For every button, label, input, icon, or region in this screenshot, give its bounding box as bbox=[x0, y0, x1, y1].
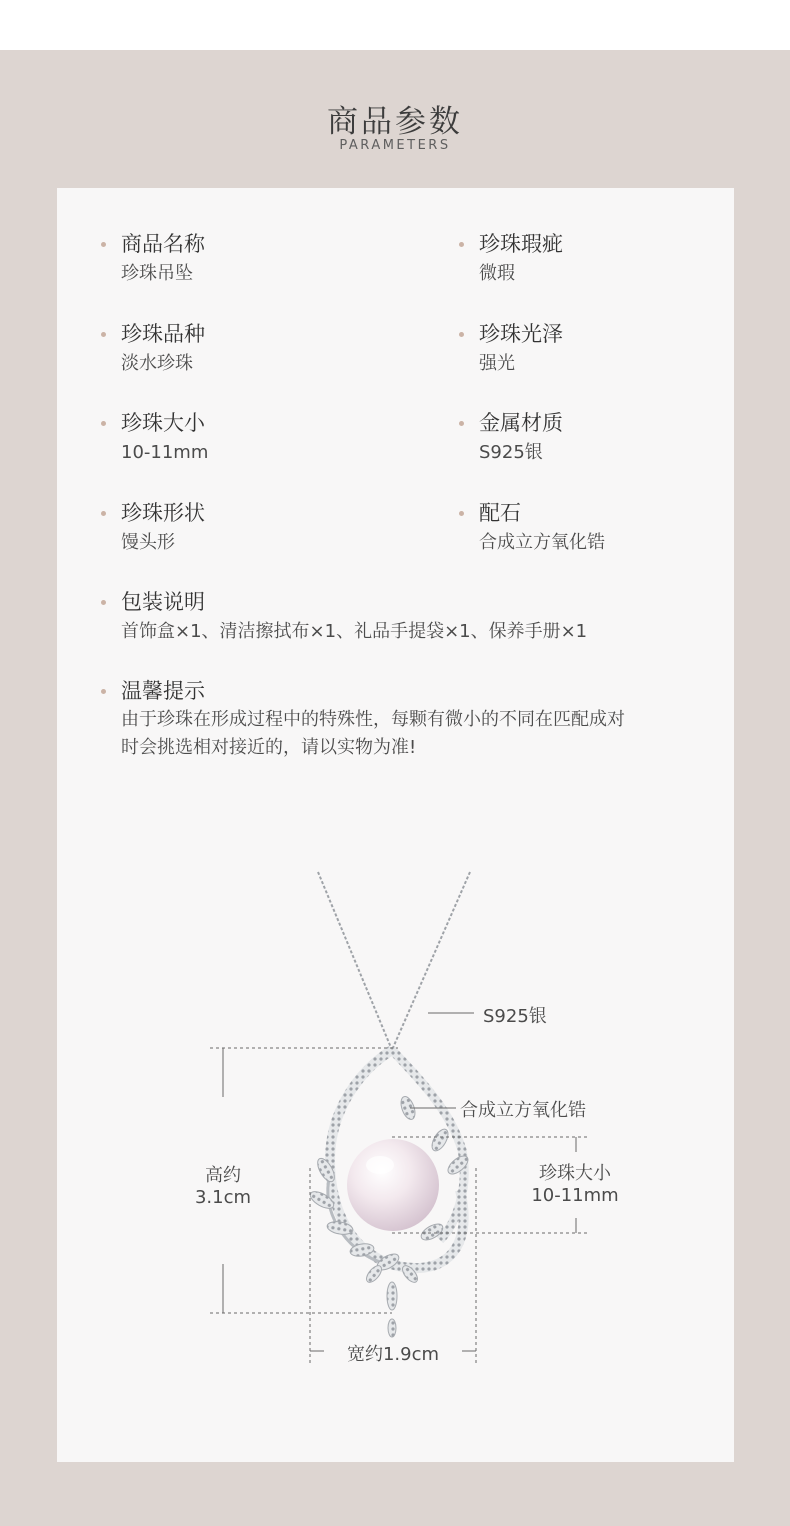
bullet-dot bbox=[459, 511, 464, 516]
param-label: 配石 bbox=[479, 501, 521, 525]
chain-material-label: S925银 bbox=[483, 1006, 547, 1027]
param-pearl-flaw bbox=[479, 229, 563, 288]
param-tip bbox=[121, 676, 701, 762]
param-label: 商品名称 bbox=[121, 232, 205, 256]
param-value: S925银 bbox=[479, 442, 543, 463]
bullet-dot bbox=[101, 242, 106, 247]
bullet-dot bbox=[101, 600, 106, 605]
param-value: 珍珠吊坠 bbox=[121, 263, 193, 284]
param-value: 淡水珍珠 bbox=[121, 353, 193, 374]
bullet-dot bbox=[101, 332, 106, 337]
param-pearl-luster bbox=[479, 319, 563, 378]
width-label: 宽约1.9cm bbox=[346, 1344, 440, 1365]
param-value: 馒头形 bbox=[121, 532, 175, 553]
param-value: 微瑕 bbox=[479, 263, 515, 284]
param-value: 强光 bbox=[479, 353, 515, 374]
height-label: 高约 bbox=[205, 1165, 241, 1186]
height-value: 3.1cm bbox=[194, 1187, 252, 1208]
page-subtitle: PARAMETERS bbox=[339, 138, 451, 153]
param-label: 包装说明 bbox=[121, 590, 205, 614]
param-label: 温馨提示 bbox=[121, 679, 205, 703]
param-label: 珍珠品种 bbox=[121, 322, 205, 346]
param-label: 珍珠大小 bbox=[121, 411, 205, 435]
param-label: 珍珠瑕疵 bbox=[479, 232, 563, 256]
bullet-dot bbox=[459, 332, 464, 337]
param-pearl-type bbox=[121, 319, 205, 378]
bullet-dot bbox=[101, 511, 106, 516]
bullet-dot bbox=[101, 689, 106, 694]
param-value: 合成立方氧化锆 bbox=[479, 532, 605, 553]
bullet-dot bbox=[101, 421, 106, 426]
tip-line-2: 时会挑选相对接近的，请以实物为准! bbox=[121, 737, 417, 758]
param-pearl-size bbox=[121, 408, 208, 467]
param-label: 珍珠形状 bbox=[121, 501, 205, 525]
param-label: 金属材质 bbox=[479, 411, 563, 435]
tip-line-1: 由于珍珠在形成过程中的特殊性，每颗有微小的不同在匹配成对 bbox=[121, 709, 625, 730]
page-title: 商品参数 bbox=[327, 104, 463, 140]
pearl-size-value: 10-11mm bbox=[531, 1185, 619, 1206]
param-value: 首饰盒×1、清洁擦拭布×1、礼品手提袋×1、保养手册×1 bbox=[121, 621, 588, 642]
pearl-size-label: 珍珠大小 bbox=[539, 1163, 611, 1184]
param-value: 10-11mm bbox=[121, 442, 209, 463]
param-pearl-shape bbox=[121, 498, 205, 557]
param-accent-stone bbox=[479, 498, 605, 557]
stone-label: 合成立方氧化锆 bbox=[460, 1100, 586, 1121]
param-label: 珍珠光泽 bbox=[479, 322, 563, 346]
bullet-dot bbox=[459, 421, 464, 426]
bullet-dot bbox=[459, 242, 464, 247]
param-packaging bbox=[121, 587, 587, 646]
param-metal-material bbox=[479, 408, 563, 467]
param-product-name bbox=[121, 229, 205, 288]
parameters-card bbox=[57, 188, 734, 1462]
